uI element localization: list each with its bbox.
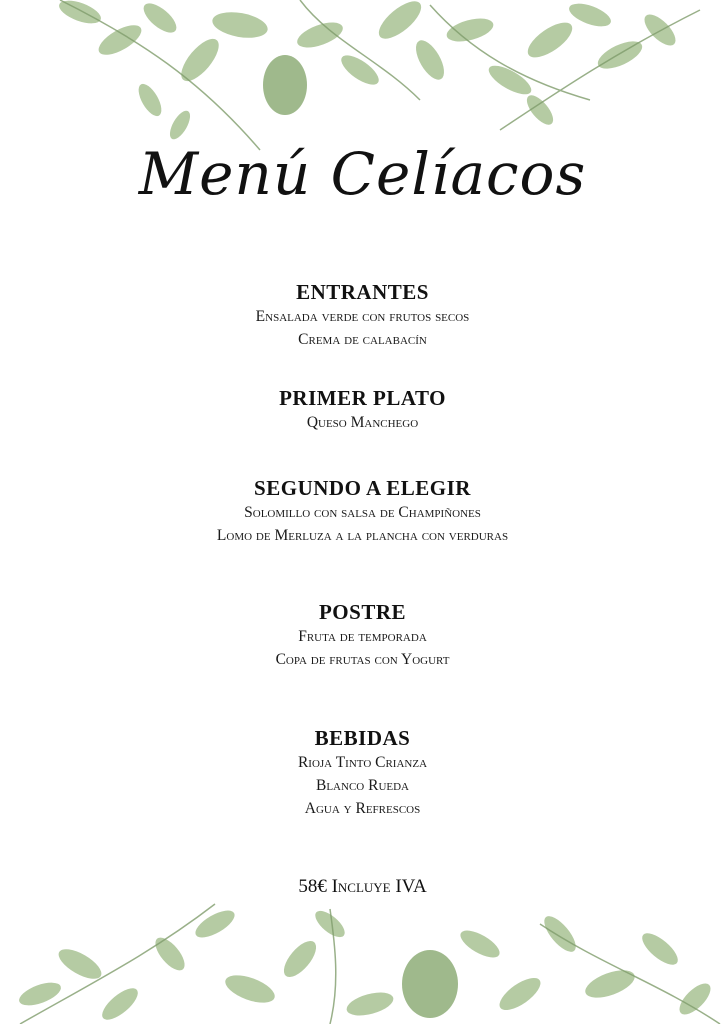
bottom-foliage-decoration xyxy=(0,894,725,1024)
menu-title: Menú Celíacos xyxy=(138,140,587,208)
menu-item: Solomillo con salsa de Champiñones xyxy=(244,504,481,521)
menu-item: Agua y Refrescos xyxy=(304,800,421,817)
section-entrantes xyxy=(0,280,725,351)
menu-item: Lomo de Merluza a la plancha con verduras xyxy=(216,527,509,544)
menu-item: Rioja Tinto Crianza xyxy=(297,754,428,771)
section-heading: PRIMER PLATO xyxy=(279,386,446,410)
menu-item: Ensalada verde con frutos secos xyxy=(255,308,470,325)
section-heading: ENTRANTES xyxy=(296,280,429,304)
top-foliage-decoration xyxy=(0,0,725,160)
menu-item: Copa de frutas con Yogurt xyxy=(275,651,450,668)
menu-price: 58€ Incluye IVA xyxy=(298,876,427,897)
section-segundo xyxy=(0,476,725,547)
section-heading: POSTRE xyxy=(318,600,407,624)
menu-item: Fruta de temporada xyxy=(298,628,427,645)
section-bebidas xyxy=(0,726,725,820)
section-primer-plato xyxy=(0,386,725,434)
section-heading: SEGUNDO A ELEGIR xyxy=(254,476,471,500)
section-heading: BEBIDAS xyxy=(314,726,411,750)
menu-item: Blanco Rueda xyxy=(316,777,409,794)
section-postre xyxy=(0,600,725,671)
menu-item: Crema de calabacín xyxy=(298,331,427,348)
menu-item: Queso Manchego xyxy=(306,414,419,431)
